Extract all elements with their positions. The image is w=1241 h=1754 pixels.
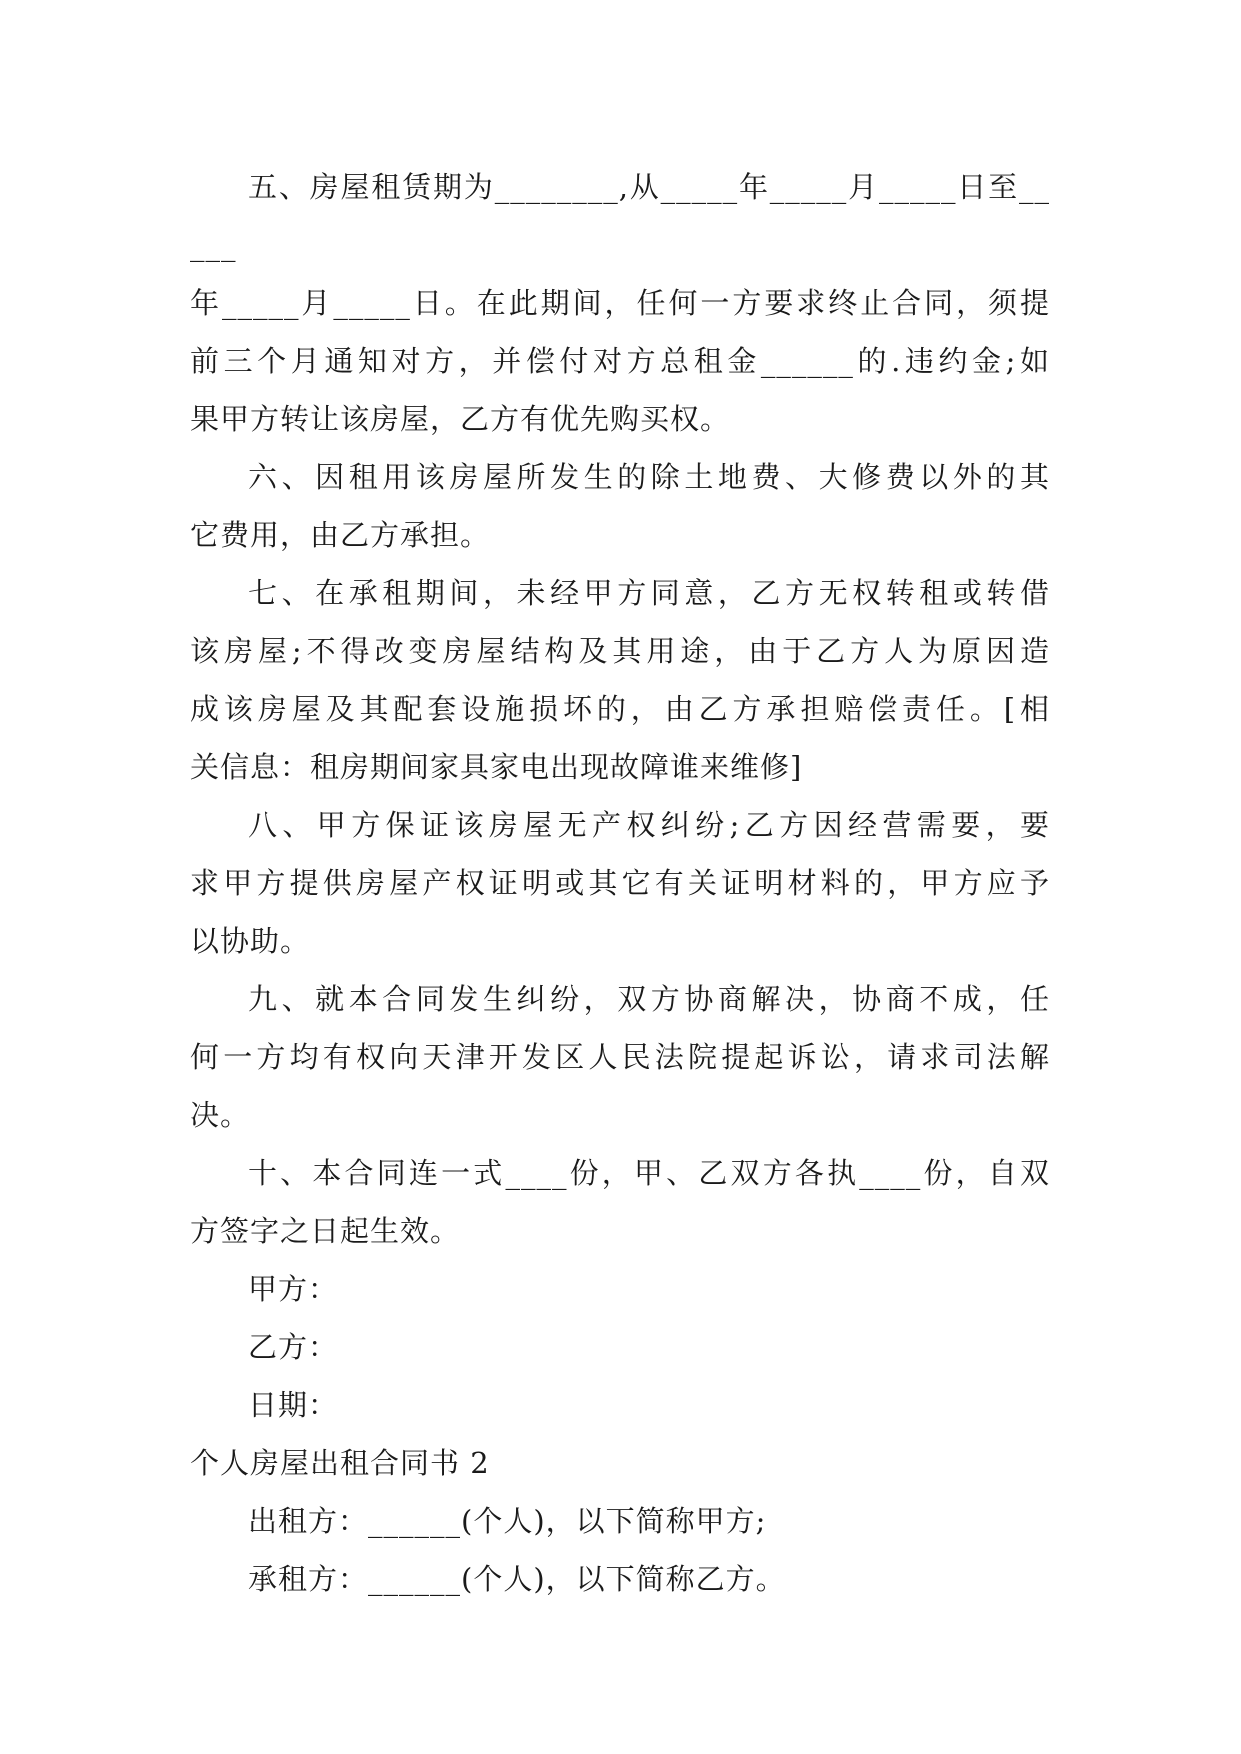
clause-8-paragraph — [190, 796, 1050, 970]
clause-10-paragraph — [190, 1144, 1050, 1260]
document-body — [190, 158, 1050, 1608]
clause-7-line: 成该房屋及其配套设施损坏的，由乙方承担赔偿责任。[相 — [190, 692, 1050, 726]
clause-9-line: 决。 — [190, 1098, 251, 1132]
clause-5-line: 果甲方转让该房屋，乙方有优先购买权。 — [190, 402, 731, 436]
clause-10-line: 十、本合同连一式____份，甲、乙双方各执____份，自双 — [248, 1156, 1050, 1190]
clause-7-line: 关信息：租房期间家具家电出现故障谁来维修] — [190, 750, 803, 784]
clause-5-line: 前三个月通知对方，并偿付对方总租金______的.违约金;如 — [190, 344, 1050, 378]
clause-8-line: 以协助。 — [190, 924, 311, 958]
clause-5-line: 五、房屋租赁期为________,从_____年_____月_____日至_____ — [190, 170, 1050, 262]
clause-10-line: 方签字之日起生效。 — [190, 1214, 461, 1248]
party-b-label: 乙方： — [248, 1330, 339, 1364]
clause-6-line: 六、因租用该房屋所发生的除土地费、大修费以外的其 — [248, 460, 1050, 494]
contract-2-title: 个人房屋出租合同书 2 — [190, 1446, 490, 1480]
date-label: 日期： — [248, 1388, 339, 1422]
clause-6-paragraph — [190, 448, 1050, 564]
party-a-label: 甲方： — [248, 1272, 339, 1306]
clause-7-line: 该房屋;不得改变房屋结构及其用途，由于乙方人为原因造 — [190, 634, 1050, 668]
clause-7-paragraph — [190, 564, 1050, 796]
clause-9-paragraph — [190, 970, 1050, 1144]
clause-5-paragraph — [190, 158, 1050, 448]
clause-8-line: 八、甲方保证该房屋无产权纠纷;乙方因经营需要，要 — [248, 808, 1050, 842]
clause-8-line: 求甲方提供房屋产权证明或其它有关证明材料的，甲方应予 — [190, 866, 1050, 900]
clause-9-line: 九、就本合同发生纠纷，双方协商解决，协商不成，任 — [248, 982, 1050, 1016]
clause-7-line: 七、在承租期间，未经甲方同意，乙方无权转租或转借 — [248, 576, 1050, 610]
clause-5-line: 年_____月_____日。在此期间，任何一方要求终止合同，须提 — [190, 286, 1050, 320]
lessor-line: 出租方：______(个人)，以下简称甲方; — [248, 1504, 767, 1538]
clause-9-line: 何一方均有权向天津开发区人民法院提起诉讼，请求司法解 — [190, 1040, 1050, 1074]
clause-6-line: 它费用，由乙方承担。 — [190, 518, 491, 552]
lessee-line: 承租方：______(个人)，以下简称乙方。 — [248, 1562, 786, 1596]
